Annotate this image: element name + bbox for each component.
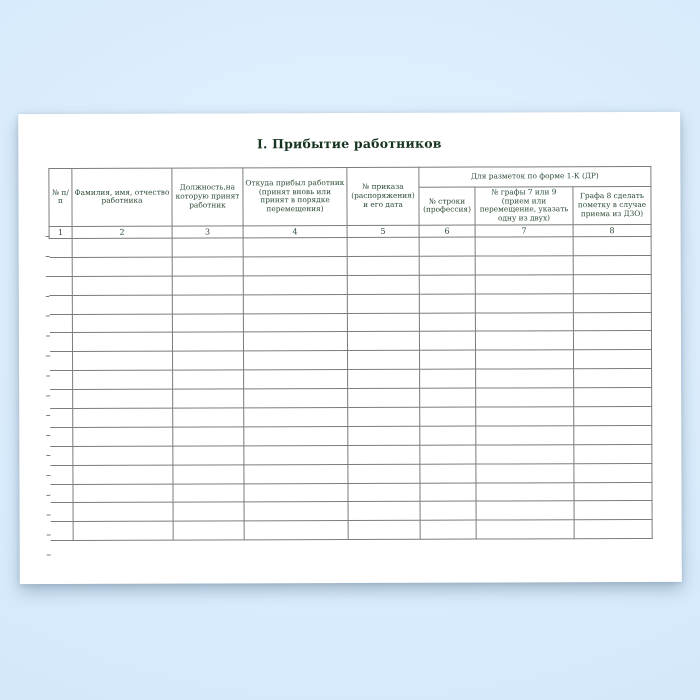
empty-cell: [475, 312, 573, 331]
column-number: 8: [573, 224, 651, 236]
empty-cell: [50, 390, 73, 409]
empty-cell: [173, 464, 244, 483]
empty-cell: [172, 238, 243, 257]
column-header-fio: Фамилия, имя, отчество работника: [72, 168, 172, 226]
table-row: [49, 255, 651, 276]
column-number: 5: [347, 225, 419, 237]
empty-cell: [419, 313, 475, 332]
empty-cell: [172, 257, 243, 276]
empty-cell: [476, 369, 574, 388]
table-row: [50, 520, 652, 541]
column-header-prikaz: № приказа (распоряжения) и его дата: [347, 167, 419, 225]
empty-cell: [73, 389, 173, 408]
column-header-dolzhnost: Должность,на которую принят работник: [172, 168, 243, 226]
table-row: [50, 463, 652, 484]
table-row: [50, 369, 652, 390]
empty-cell: [243, 294, 347, 313]
table-row: [50, 482, 652, 503]
table-row: [50, 444, 652, 465]
empty-cell: [574, 463, 652, 482]
empty-cell: [50, 352, 73, 371]
column-number: 4: [243, 225, 347, 237]
column-header-grafa-8: Графа 8 сделать пометку в случае приема из ДЗО): [573, 186, 651, 224]
empty-cell: [347, 256, 419, 275]
empty-cell: [173, 483, 244, 502]
empty-cell: [244, 483, 348, 502]
empty-cell: [172, 276, 243, 295]
empty-cell: [475, 256, 573, 275]
column-number: 6: [419, 225, 475, 237]
empty-cell: [419, 275, 475, 294]
empty-cell: [244, 445, 348, 464]
empty-cell: [476, 482, 574, 501]
empty-cell: [243, 313, 347, 332]
empty-cell: [49, 295, 72, 314]
empty-cell: [72, 333, 172, 352]
empty-cell: [347, 332, 419, 351]
empty-cell: [73, 351, 173, 370]
empty-cell: [50, 371, 73, 390]
empty-cell: [72, 257, 172, 276]
empty-cell: [244, 389, 348, 408]
scanned-form-page: [18, 112, 682, 584]
empty-cell: [244, 407, 348, 426]
table-row: [49, 274, 651, 295]
empty-cell: [476, 520, 574, 539]
empty-cell: [243, 256, 347, 275]
empty-cell: [420, 350, 476, 369]
column-number: 2: [72, 226, 172, 238]
empty-cell: [573, 293, 651, 312]
column-number: 3: [172, 226, 243, 238]
empty-cell: [420, 464, 476, 483]
empty-cell: [348, 483, 420, 502]
empty-cell: [347, 313, 419, 332]
empty-cell: [244, 521, 348, 540]
empty-cell: [420, 501, 476, 520]
empty-cell: [573, 236, 651, 255]
empty-cell: [244, 370, 348, 389]
empty-cell: [419, 237, 475, 256]
empty-cell: [574, 501, 652, 520]
empty-cell: [173, 351, 244, 370]
empty-cell: [476, 350, 574, 369]
empty-cell: [348, 521, 420, 540]
empty-cell: [573, 331, 651, 350]
empty-cell: [574, 482, 652, 501]
table-row: [50, 350, 652, 371]
empty-cell: [475, 331, 573, 350]
empty-cell: [49, 314, 72, 333]
empty-cell: [574, 444, 652, 463]
empty-cell: [73, 446, 173, 465]
empty-cell: [173, 408, 244, 427]
table-row: [50, 388, 652, 409]
table-header: [49, 166, 651, 238]
empty-cell: [475, 293, 573, 312]
empty-cell: [244, 502, 348, 521]
empty-cell: [574, 369, 652, 388]
empty-cell: [173, 502, 244, 521]
empty-cell: [172, 313, 243, 332]
table-row: [50, 425, 652, 446]
empty-cell: [475, 274, 573, 293]
empty-cell: [73, 521, 173, 540]
empty-cell: [574, 350, 652, 369]
empty-cell: [347, 294, 419, 313]
empty-cell: [173, 370, 244, 389]
empty-cell: [50, 446, 73, 465]
empty-cell: [73, 503, 173, 522]
empty-cell: [172, 294, 243, 313]
empty-cell: [573, 255, 651, 274]
empty-cell: [348, 407, 420, 426]
empty-cell: [420, 483, 476, 502]
table-body: [49, 236, 652, 540]
empty-cell: [243, 275, 347, 294]
column-header-npp: № п/п: [49, 168, 72, 226]
empty-cell: [244, 464, 348, 483]
empty-cell: [476, 444, 574, 463]
empty-cell: [420, 426, 476, 445]
column-header-stroka-professiya: № строки (профессия): [419, 187, 475, 225]
empty-cell: [49, 257, 72, 276]
arrivals-form-table: [48, 166, 652, 541]
empty-cell: [573, 274, 651, 293]
empty-cell: [574, 388, 652, 407]
empty-cell: [73, 484, 173, 503]
table-row: [49, 331, 651, 352]
empty-cell: [49, 276, 72, 295]
empty-cell: [420, 369, 476, 388]
table-row: [50, 501, 652, 522]
empty-cell: [173, 446, 244, 465]
column-header-otkuda-pribyl: Откуда прибыл работник (принят вновь или принят в порядке перемещения): [243, 168, 347, 226]
table-row: [49, 293, 651, 314]
table-row: [49, 312, 651, 333]
empty-cell: [244, 426, 348, 445]
empty-cell: [50, 408, 73, 427]
table-row: [49, 236, 651, 257]
empty-cell: [420, 388, 476, 407]
empty-cell: [476, 463, 574, 482]
empty-cell: [476, 501, 574, 520]
empty-cell: [49, 238, 72, 257]
empty-cell: [73, 465, 173, 484]
empty-cell: [173, 427, 244, 446]
empty-cell: [476, 407, 574, 426]
empty-cell: [50, 427, 73, 446]
empty-cell: [420, 520, 476, 539]
empty-cell: [348, 351, 420, 370]
empty-cell: [419, 256, 475, 275]
empty-cell: [476, 388, 574, 407]
empty-cell: [172, 332, 243, 351]
empty-cell: [72, 276, 172, 295]
empty-cell: [475, 237, 573, 256]
empty-cell: [72, 238, 172, 257]
empty-cell: [73, 370, 173, 389]
empty-cell: [420, 445, 476, 464]
empty-cell: [73, 408, 173, 427]
empty-cell: [49, 333, 72, 352]
empty-cell: [173, 521, 244, 540]
empty-cell: [50, 522, 73, 541]
empty-cell: [348, 388, 420, 407]
column-header-grafa-7-ili-9: № графы 7 или 9 (прием или перемещение, указать одну из двух): [475, 187, 573, 225]
empty-cell: [419, 294, 475, 313]
empty-cell: [50, 503, 73, 522]
empty-cell: [50, 484, 73, 503]
empty-cell: [419, 331, 475, 350]
empty-cell: [173, 389, 244, 408]
empty-cell: [348, 464, 420, 483]
empty-cell: [420, 407, 476, 426]
empty-cell: [347, 237, 419, 256]
empty-cell: [574, 406, 652, 425]
empty-cell: [574, 425, 652, 444]
empty-cell: [348, 445, 420, 464]
column-number: 7: [475, 225, 573, 237]
empty-cell: [348, 502, 420, 521]
empty-cell: [574, 520, 652, 539]
empty-cell: [573, 312, 651, 331]
empty-cell: [72, 314, 172, 333]
empty-cell: [476, 426, 574, 445]
column-number: 1: [49, 226, 72, 238]
empty-cell: [243, 237, 347, 256]
table-row: [50, 406, 652, 427]
empty-cell: [348, 369, 420, 388]
empty-cell: [347, 275, 419, 294]
empty-cell: [243, 332, 347, 351]
empty-cell: [244, 351, 348, 370]
empty-cell: [50, 465, 73, 484]
empty-cell: [348, 426, 420, 445]
group-header-razmetki-1k: Для разметок по форме 1-К (ДР): [419, 166, 651, 187]
empty-cell: [72, 295, 172, 314]
page-title: I. Прибытие работников: [256, 135, 442, 152]
empty-cell: [73, 427, 173, 446]
